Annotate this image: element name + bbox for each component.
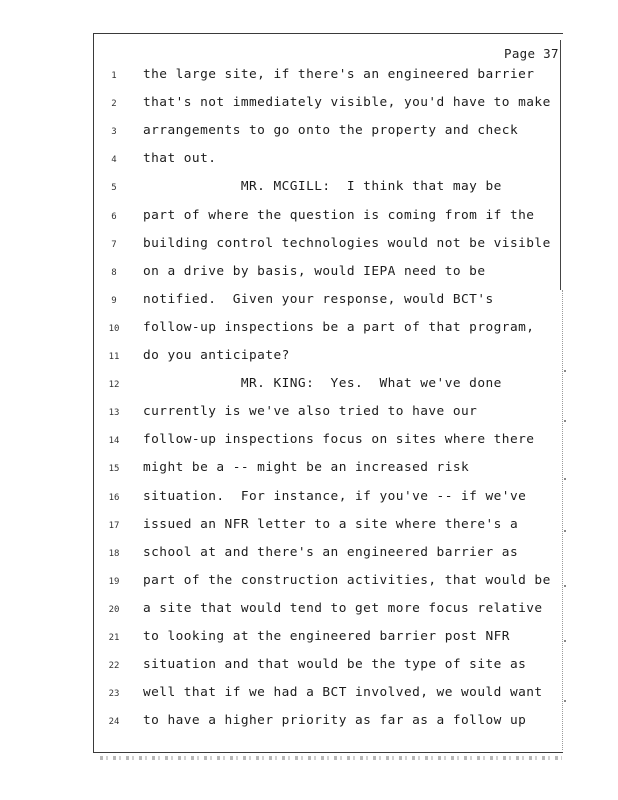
line-text: a site that would tend to get more focus relative bbox=[143, 600, 543, 616]
line-number: 22 bbox=[108, 661, 120, 672]
line-text: arrangements to go onto the property and check bbox=[143, 123, 519, 139]
transcript-line bbox=[0, 348, 618, 368]
transcript-line bbox=[0, 713, 618, 733]
transcript-line bbox=[0, 404, 618, 424]
scan-speck bbox=[564, 700, 566, 702]
transcript-line bbox=[0, 123, 618, 143]
line-number: 24 bbox=[108, 717, 120, 728]
line-number: 14 bbox=[108, 436, 120, 447]
transcript-line bbox=[0, 264, 618, 284]
line-text: follow-up inspections focus on sites where there bbox=[143, 432, 535, 448]
scan-speck bbox=[564, 420, 566, 422]
line-text: issued an NFR letter to a site where there's a bbox=[143, 516, 519, 532]
transcript-line bbox=[0, 67, 618, 87]
line-number: 4 bbox=[111, 155, 117, 166]
transcript-line bbox=[0, 432, 618, 452]
line-number: 16 bbox=[108, 492, 120, 503]
transcript-line bbox=[0, 489, 618, 509]
transcript-line bbox=[0, 151, 618, 171]
transcript-line bbox=[0, 685, 618, 705]
line-text: situation. For instance, if you've -- if we've bbox=[143, 488, 527, 504]
line-number: 11 bbox=[108, 352, 120, 362]
transcript-line bbox=[0, 460, 618, 480]
scan-speck bbox=[564, 585, 566, 587]
line-number: 17 bbox=[108, 520, 120, 531]
line-number: 5 bbox=[111, 183, 117, 194]
line-number: 9 bbox=[111, 295, 117, 306]
line-number: 7 bbox=[111, 239, 117, 250]
line-number: 13 bbox=[108, 408, 120, 419]
line-text: school at and there's an engineered barrier as bbox=[143, 544, 519, 560]
transcript-line bbox=[0, 545, 618, 565]
line-text: that out. bbox=[143, 151, 217, 167]
line-text: notified. Given your response, would BCT's bbox=[143, 291, 494, 307]
line-text: do you anticipate? bbox=[143, 348, 290, 363]
transcript-line bbox=[0, 376, 618, 396]
line-number: 1 bbox=[111, 71, 117, 81]
line-number: 15 bbox=[108, 464, 120, 475]
line-number: 8 bbox=[111, 267, 117, 278]
transcript-line bbox=[0, 517, 618, 537]
line-text: to looking at the engineered barrier post NFR bbox=[143, 629, 510, 644]
scan-speck bbox=[564, 530, 566, 532]
line-number: 2 bbox=[111, 99, 117, 110]
transcript-line bbox=[0, 95, 618, 115]
transcript-line bbox=[0, 236, 618, 256]
line-text: building control technologies would not be visible bbox=[143, 235, 551, 251]
line-number: 12 bbox=[108, 380, 120, 391]
line-text: situation and that would be the type of site as bbox=[143, 657, 527, 673]
transcript-line bbox=[0, 292, 618, 312]
transcript-line bbox=[0, 573, 618, 593]
line-number: 23 bbox=[108, 689, 120, 700]
transcript-line bbox=[0, 601, 618, 621]
line-number: 20 bbox=[108, 604, 120, 615]
scan-speck bbox=[564, 370, 566, 372]
line-number: 3 bbox=[111, 127, 117, 138]
page-number: Page 37 bbox=[504, 46, 559, 61]
line-number: 10 bbox=[108, 323, 120, 334]
line-number: 6 bbox=[111, 211, 117, 222]
line-text: to have a higher priority as far as a follow up bbox=[143, 713, 527, 729]
line-text: part of the construction activities, that would be bbox=[143, 572, 551, 588]
scan-speck bbox=[564, 640, 566, 642]
line-text: follow-up inspections be a part of that program, bbox=[143, 319, 535, 335]
line-text: part of where the question is coming from if the bbox=[143, 207, 535, 223]
line-text: on a drive by basis, would IEPA need to be bbox=[143, 263, 486, 279]
line-number: 21 bbox=[108, 633, 120, 643]
line-text: the large site, if there's an engineered barrier bbox=[143, 67, 535, 82]
line-text: might be a -- might be an increased risk bbox=[143, 460, 470, 476]
line-text: currently is we've also tried to have our bbox=[143, 404, 478, 420]
transcript-line bbox=[0, 320, 618, 340]
line-text: that's not immediately visible, you'd have to make bbox=[143, 95, 551, 111]
line-text: MR. MCGILL: I think that may be bbox=[143, 179, 502, 195]
line-number: 19 bbox=[108, 576, 120, 587]
line-text: MR. KING: Yes. What we've done bbox=[143, 376, 502, 392]
transcript-line bbox=[0, 657, 618, 677]
line-text: well that if we had a BCT involved, we would want bbox=[143, 685, 543, 701]
scan-speck bbox=[564, 478, 566, 480]
footer-scan-noise bbox=[100, 756, 562, 760]
bottom-rule bbox=[93, 752, 563, 753]
transcript-line bbox=[0, 629, 618, 649]
line-number: 18 bbox=[108, 548, 120, 559]
transcript-line bbox=[0, 208, 618, 228]
transcript-line bbox=[0, 179, 618, 199]
